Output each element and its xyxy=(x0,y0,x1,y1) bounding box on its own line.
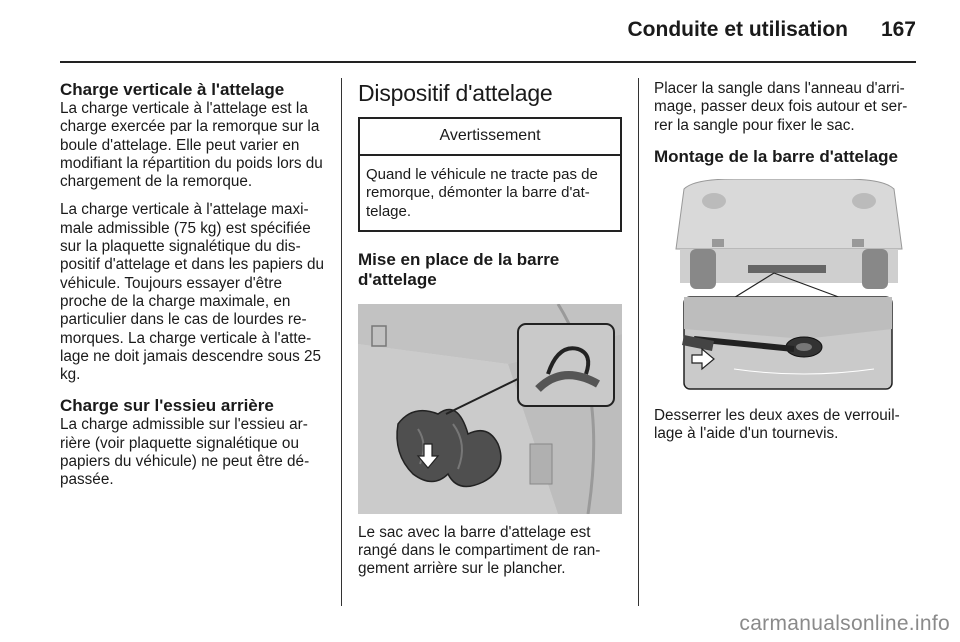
warning-text: Quand le véhicule ne tracte pas de remorque, démonter la barre d'at-telage. xyxy=(366,166,598,220)
watermark: carmanualsonline.info xyxy=(739,612,950,635)
column-divider-1 xyxy=(341,78,342,606)
warning-title: Avertissement xyxy=(360,119,620,156)
header-divider xyxy=(60,61,916,63)
column-1 xyxy=(60,80,328,500)
warning-box xyxy=(358,117,622,232)
column-2 xyxy=(358,80,622,589)
tow-bar-mounting-illustration xyxy=(654,179,920,391)
heading-tow-bar-storage: Mise en place de la barre d'attelage xyxy=(358,249,560,289)
page-number: 167 xyxy=(880,18,916,41)
caption-tow-bar-storage: Le sac avec la barre d'attelage est rangé dans le compartiment de ran-gement arrière sur le plancher. xyxy=(358,523,601,578)
caption-tow-bar-mounting: Desserrer les deux axes de verrouil-lage à l'aide d'un tournevis. xyxy=(654,406,900,443)
anchor-ring-inset xyxy=(518,324,614,406)
heading-rear-axle-load: Charge sur l'essieu arrière xyxy=(60,396,274,416)
tow-bar-bag-illustration xyxy=(358,304,622,514)
section-heading-towing-device: Dispositif d'attelage xyxy=(358,80,553,106)
heading-vertical-load: Charge verticale à l'attelage xyxy=(60,80,285,99)
column-3 xyxy=(654,80,922,453)
heading-tow-bar-mounting: Montage de la barre d'attelage xyxy=(654,146,898,166)
section-title: Conduite et utilisation xyxy=(627,18,848,41)
paragraph-rear-axle-load: La charge admissible sur l'essieu ar-rière (voir plaquette signalétique ou papiers du véhicule) ne peut être dé-passée. xyxy=(60,416,310,489)
paragraph-vertical-load-max: La charge verticale à l'attelage maxi-male admissible (75 kg) est spécifiée sur la plaquette signalétique du dis-positif d'attelage et dans les papiers du véhicule. Toujours essayer d'être proche de la charge maximale, en particulier dans le cas de lourdes re-morques. La charge verticale à l'atte-lage ne doit jamais descendre sous 25 kg. xyxy=(60,201,324,384)
paragraph-strap-instructions: Placer la sangle dans l'anneau d'arri-mage, passer deux fois autour et ser-rer la sangle pour fixer le sac. xyxy=(654,80,908,134)
column-divider-2 xyxy=(638,78,639,606)
paragraph-vertical-load-definition: La charge verticale à l'attelage est la charge exercée par la remorque sur la boule d'attelage. Elle peut varier en modifiant la répartition du poids lors du chargement de la remorque. xyxy=(60,100,323,191)
car-rear-bumper xyxy=(676,179,902,249)
